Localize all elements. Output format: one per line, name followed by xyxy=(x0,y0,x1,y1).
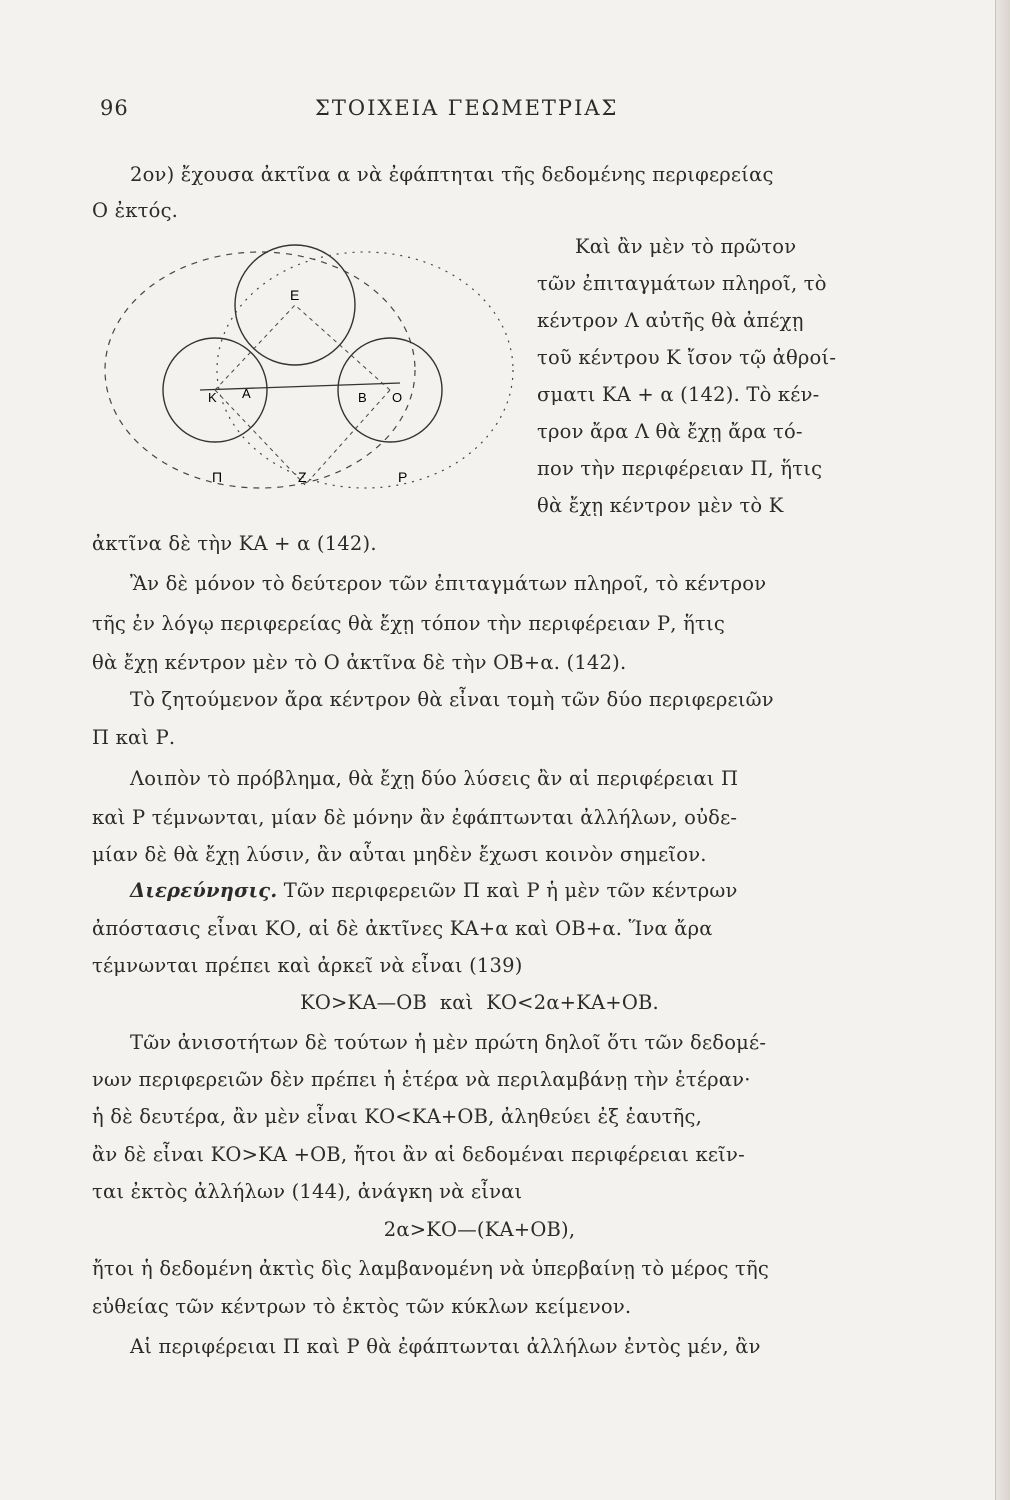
para7-line-1: ἤτοι ἡ δεδομένη ἀκτὶς δὶς λαμβανομένη νὰ ὑπερβαίνῃ τὸ μέρος τῆς xyxy=(92,1257,770,1280)
para5-line-1 xyxy=(130,878,738,904)
para6-line-1: Τῶν ἀνισοτήτων δὲ τούτων ἡ μὲν πρώτη δηλοῖ ὅτι τῶν δεδομέ- xyxy=(130,1031,767,1054)
running-title: ΣΤΟΙΧΕΙΑ ΓΕΩΜΕΤΡΙΑΣ xyxy=(315,96,619,120)
geometry-figure xyxy=(100,220,520,530)
label-rho: P xyxy=(398,469,408,485)
para3-line-1: Τὸ ζητούμενον ἄρα κέντρον θὰ εἶναι τομὴ τῶν δύο περιφερειῶν xyxy=(130,688,774,711)
circle-pi-dashed xyxy=(105,252,415,488)
para6-line-3: ἡ δὲ δευτέρα, ἂν μὲν εἶναι ΚΟ<ΚΑ+ΟΒ, ἀληθεύει ἐξ ἑαυτῆς, xyxy=(92,1105,703,1128)
side-line-4: τοῦ κέντρου Κ ἴσον τῷ ἀθροί- xyxy=(537,346,837,369)
circle-rho-dotted xyxy=(217,252,513,488)
diereunisis-heading: Διερεύνησις. xyxy=(130,879,278,902)
para3-line-2: Π καὶ Ρ. xyxy=(92,726,176,749)
side-line-2: τῶν ἐπιταγμάτων πληροῖ, τὸ xyxy=(537,272,827,295)
para6-line-2: νων περιφερειῶν δὲν πρέπει ἡ ἑτέρα νὰ περιλαμβάνῃ τὴν ἑτέραν· xyxy=(92,1068,751,1091)
side-line-3: κέντρον Λ αὐτῆς θὰ ἀπέχῃ xyxy=(537,309,804,332)
para5-line-2: ἀπόστασις εἶναι ΚΟ, αἱ δὲ ἀκτῖνες ΚΑ+α καὶ ΟΒ+α. Ἵνα ἄρα xyxy=(92,917,713,940)
formula-1: ΚΟ>ΚΑ—ΟΒ καὶ ΚΟ<2α+ΚΑ+ΟΒ. xyxy=(300,991,659,1014)
after-figure-line: ἀκτῖνα δὲ τὴν ΚΑ + α (142). xyxy=(92,532,377,555)
side-line-7: πον τὴν περιφέρειαν Π, ἥτις xyxy=(537,457,823,480)
para2-line-3: θὰ ἔχῃ κέντρον μὲν τὸ Ο ἀκτῖνα δὲ τὴν ΟΒ+α. (142). xyxy=(92,651,627,674)
para4-line-1: Λοιπὸν τὸ πρόβλημα, θὰ ἔχῃ δύο λύσεις ἂν αἱ περιφέρειαι Π xyxy=(130,767,739,790)
side-line-5: σματι ΚΑ + α (142). Τὸ κέν- xyxy=(537,383,820,406)
page-header xyxy=(100,96,860,136)
dashed-line-oz xyxy=(305,390,390,485)
para4-line-2: καὶ Ρ τέμνωνται, μίαν δὲ μόνην ἂν ἐφάπτωνται ἀλλήλων, οὐδε- xyxy=(92,806,738,829)
label-o: O xyxy=(392,390,403,405)
para5-line-1-rest: Τῶν περιφερειῶν Π καὶ Ρ ἡ μὲν τῶν κέντρων xyxy=(283,879,738,902)
intro-line-2: Ο ἐκτός. xyxy=(92,199,179,222)
label-a: A xyxy=(242,386,251,401)
center-line xyxy=(200,383,400,390)
side-line-1: Καὶ ἂν μὲν τὸ πρῶτον xyxy=(575,235,797,258)
dashed-line-ke xyxy=(215,305,295,390)
page-edge xyxy=(995,0,1010,1500)
page-number: 96 xyxy=(100,96,129,120)
dashed-line-kz xyxy=(215,390,305,485)
para2-line-2: τῆς ἐν λόγῳ περιφερείας θὰ ἔχῃ τόπον τὴν περιφέρειαν Ρ, ἥτις xyxy=(92,612,725,635)
dashed-line-oe xyxy=(295,305,390,390)
label-k: K xyxy=(208,390,217,405)
label-e: E xyxy=(290,287,300,303)
label-pi: Π xyxy=(212,469,223,485)
label-z: Z xyxy=(298,469,307,485)
para7-line-2: εὐθείας τῶν κέντρων τὸ ἐκτὸς τῶν κύκλων κείμενον. xyxy=(92,1295,632,1318)
para2-line-1: Ἂν δὲ μόνον τὸ δεύτερον τῶν ἐπιταγμάτων πληροῖ, τὸ κέντρον xyxy=(130,572,767,595)
para5-line-3: τέμνωνται πρέπει καὶ ἀρκεῖ νὰ εἶναι (139) xyxy=(92,954,523,977)
para4-line-3: μίαν δὲ θὰ ἔχῃ λύσιν, ἂν αὗται μηδὲν ἔχωσι κοινὸν σημεῖον. xyxy=(92,843,707,866)
side-line-6: τρον ἄρα Λ θὰ ἔχῃ ἄρα τό- xyxy=(537,420,803,443)
para6-line-4: ἂν δὲ εἶναι ΚΟ>ΚΑ +ΟΒ, ἤτοι ἂν αἱ δεδομέναι περιφέρειαι κεῖν- xyxy=(92,1143,745,1166)
label-b: B xyxy=(358,390,367,405)
formula-2: 2α>ΚΟ—(ΚΑ+ΟΒ), xyxy=(383,1218,576,1241)
side-line-8: θὰ ἔχῃ κέντρον μὲν τὸ Κ xyxy=(537,494,784,517)
para6-line-5: ται ἐκτὸς ἀλλήλων (144), ἀνάγκη νὰ εἶναι xyxy=(92,1180,523,1203)
para8-line-1: Αἱ περιφέρειαι Π καὶ Ρ θὰ ἐφάπτωνται ἀλλήλων ἐντὸς μέν, ἂν xyxy=(130,1335,761,1358)
intro-line-1: 2ον) ἔχουσα ἀκτῖνα α νὰ ἐφάπτηται τῆς δεδομένης περιφερείας xyxy=(130,163,774,186)
